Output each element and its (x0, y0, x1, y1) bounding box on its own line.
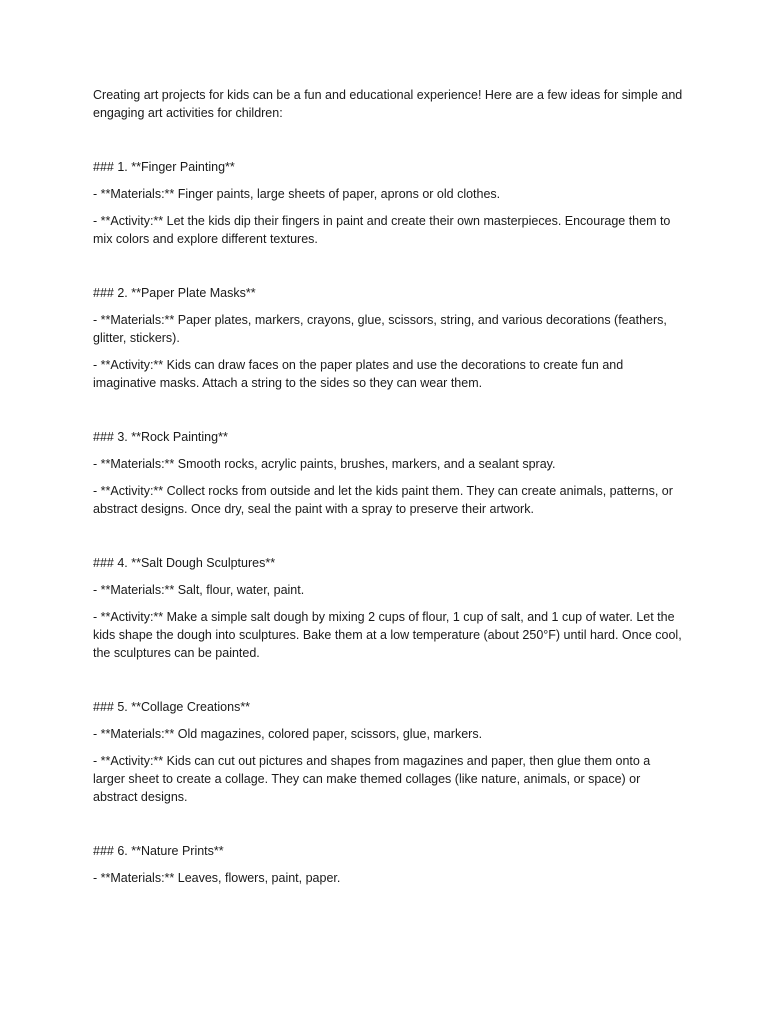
section-heading: ### 5. **Collage Creations** (93, 700, 251, 714)
section-heading: ### 6. **Nature Prints** (93, 844, 224, 858)
activity-item: - **Activity:** Make a simple salt dough by mixing 2 cups of flour, 1 cup of salt, and 1 cup of water. Let the kids shape the dough into sculptures. Bake them at a low temperature (about 250°F) until hard. Once cool, the sculptures can be painted. (93, 610, 682, 660)
section-heading: ### 1. **Finger Painting** (93, 160, 235, 174)
section-heading: ### 3. **Rock Painting** (93, 430, 228, 444)
materials-item: - **Materials:** Paper plates, markers, crayons, glue, scissors, string, and various decorations (feathers, glitter, stickers). (93, 313, 667, 345)
section-heading: ### 4. **Salt Dough Sculptures** (93, 556, 276, 570)
intro-paragraph: Creating art projects for kids can be a fun and educational experience! Here are a few ideas for simple and engaging art activities for children: (93, 88, 683, 120)
materials-item: - **Materials:** Finger paints, large sheets of paper, aprons or old clothes. (93, 187, 501, 201)
section-rock-painting (93, 428, 683, 518)
activity-item: - **Activity:** Kids can draw faces on the paper plates and use the decorations to create fun and imaginative masks. Attach a string to the sides so they can wear them. (93, 358, 624, 390)
section-paper-plate-masks (93, 284, 683, 392)
activity-item: - **Activity:** Collect rocks from outside and let the kids paint them. They can create animals, patterns, or abstract designs. Once dry, seal the paint with a spray to preserve their artwork. (93, 484, 673, 516)
section-salt-dough-sculptures (93, 554, 683, 662)
materials-item: - **Materials:** Salt, flour, water, paint. (93, 583, 305, 597)
materials-item: - **Materials:** Old magazines, colored paper, scissors, glue, markers. (93, 727, 483, 741)
activity-item: - **Activity:** Kids can cut out pictures and shapes from magazines and paper, then glue them onto a larger sheet to create a collage. They can make themed collages (like nature, animals, or space) or abstract designs. (93, 754, 651, 804)
document-page (93, 86, 683, 887)
activity-item: - **Activity:** Let the kids dip their fingers in paint and create their own masterpieces. Encourage them to mix colors and explore different textures. (93, 214, 671, 246)
materials-item: - **Materials:** Smooth rocks, acrylic paints, brushes, markers, and a sealant spray. (93, 457, 556, 471)
section-nature-prints (93, 842, 683, 887)
section-heading: ### 2. **Paper Plate Masks** (93, 286, 256, 300)
section-collage-creations (93, 698, 683, 806)
materials-item: - **Materials:** Leaves, flowers, paint, paper. (93, 871, 341, 885)
section-finger-painting (93, 158, 683, 248)
